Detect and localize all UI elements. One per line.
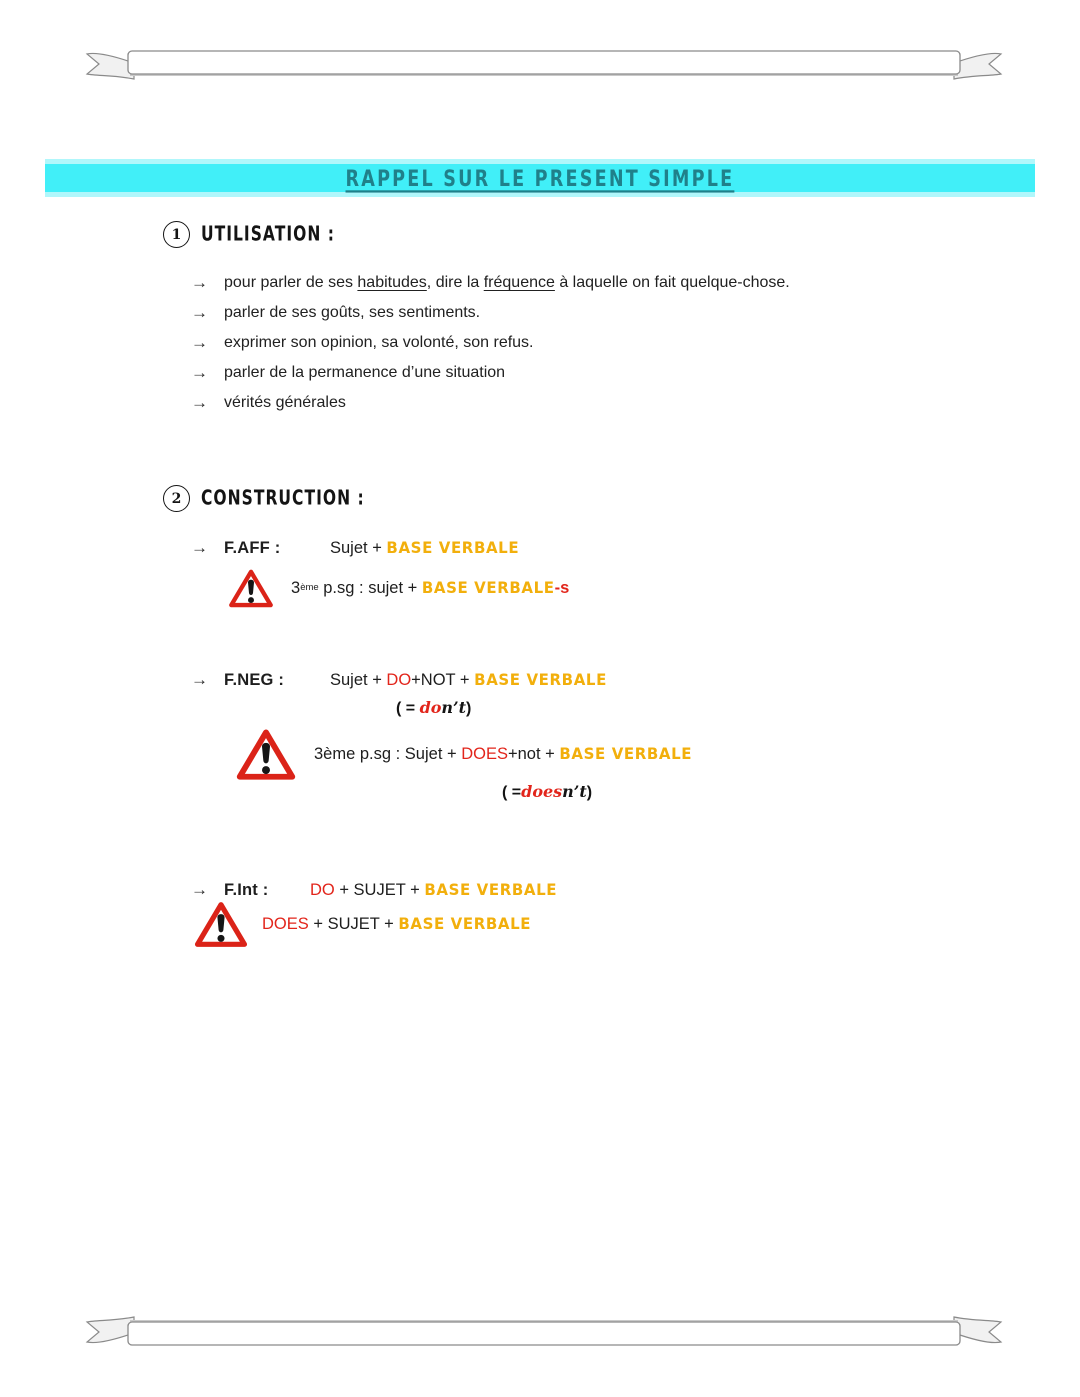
section-utilisation-heading bbox=[163, 221, 361, 248]
arrow-icon: → bbox=[191, 538, 208, 557]
contraction-red-part: do bbox=[419, 698, 442, 717]
warning-triangle-icon bbox=[193, 899, 249, 949]
section-number-icon: 2 bbox=[163, 485, 190, 512]
base-verbale-text: BASE VERBALE bbox=[474, 670, 607, 690]
underlined-term: fréquence bbox=[483, 274, 555, 291]
arrow-icon: → bbox=[191, 273, 208, 292]
contraction-red-part: does bbox=[521, 782, 563, 801]
does-text: DOES bbox=[262, 914, 309, 933]
contraction-part: n’t bbox=[562, 782, 587, 801]
warning-text-part: + SUJET + bbox=[308, 914, 399, 933]
base-verbale-text: BASE VERBALE bbox=[559, 744, 693, 764]
warning-text-part: p.sg : sujet + bbox=[318, 578, 422, 597]
section-construction-heading bbox=[163, 485, 396, 512]
warning-text bbox=[262, 915, 531, 934]
list-item bbox=[191, 388, 790, 418]
warning-text: 3 ème p.sg : sujet + BASE VERBALE -s bbox=[291, 578, 570, 598]
formula-text: + SUJET + bbox=[334, 880, 425, 899]
fint-warning-row bbox=[193, 899, 531, 949]
warning-text-part: +not + bbox=[507, 744, 560, 763]
base-verbale-text: BASE VERBALE bbox=[386, 538, 520, 558]
do-text: DO bbox=[386, 670, 412, 689]
fneg-warning-row bbox=[235, 726, 692, 782]
bullet-text: vérités générales bbox=[224, 394, 346, 411]
do-text: DO bbox=[310, 880, 335, 899]
section-heading-text: CONSTRUCTION : bbox=[201, 486, 365, 511]
formula-label: F.NEG : bbox=[224, 670, 285, 689]
doesnt-contraction-text bbox=[502, 782, 592, 802]
arrow-icon: → bbox=[191, 880, 208, 899]
ribbon-icon bbox=[84, 48, 1004, 88]
dont-contraction-text bbox=[396, 698, 471, 718]
bullet-text-part: à laquelle on fait quelque-chose. bbox=[554, 274, 790, 291]
ribbon-icon bbox=[84, 1308, 1004, 1348]
section-number-icon: 1 bbox=[163, 221, 190, 248]
does-text: DOES bbox=[461, 744, 508, 763]
warning-text-part: 3 bbox=[291, 578, 301, 597]
formula-label: F.Int : bbox=[224, 880, 269, 899]
faff-warning-row bbox=[228, 567, 569, 609]
bullet-text bbox=[224, 274, 790, 292]
base-verbale-text: BASE VERBALE bbox=[424, 880, 558, 900]
formula-text: Sujet + bbox=[330, 538, 387, 557]
fneg-formula-row bbox=[191, 665, 607, 695]
bullet-text-part: , dire la bbox=[426, 274, 484, 291]
contraction-part: n’t bbox=[441, 698, 467, 717]
warning-triangle-icon bbox=[235, 726, 297, 782]
bullet-text: exprimer son opinion, sa volonté, son refus. bbox=[224, 334, 534, 351]
contraction-part: ) bbox=[466, 700, 472, 717]
arrow-icon: → bbox=[191, 393, 208, 412]
formula-text: Sujet + bbox=[330, 670, 387, 689]
arrow-icon: → bbox=[191, 303, 208, 322]
formula-label: F.AFF : bbox=[224, 538, 281, 557]
list-item bbox=[191, 358, 790, 388]
faff-formula-row bbox=[191, 533, 519, 563]
s-suffix-text: -s bbox=[554, 578, 570, 597]
arrow-icon: → bbox=[191, 333, 208, 352]
top-ribbon-banner bbox=[84, 48, 1004, 88]
title-banner bbox=[45, 159, 1035, 197]
bullet-text: parler de la permanence d’une situation bbox=[224, 364, 506, 381]
list-item bbox=[191, 328, 790, 358]
list-item bbox=[191, 298, 790, 328]
utilisation-bullet-list bbox=[191, 268, 790, 418]
list-item bbox=[191, 268, 790, 298]
warning-text-part: 3ème p.sg : Sujet + bbox=[314, 744, 462, 763]
arrow-icon: → bbox=[191, 363, 208, 382]
underlined-term: habitudes bbox=[357, 274, 427, 291]
section-heading-text: UTILISATION : bbox=[201, 222, 336, 247]
contraction-part: ( = bbox=[502, 784, 522, 801]
bullet-text-part: pour parler de ses bbox=[224, 274, 358, 291]
base-verbale-text: BASE VERBALE bbox=[398, 914, 532, 934]
arrow-icon: → bbox=[191, 670, 208, 689]
warning-triangle-icon bbox=[228, 567, 274, 609]
bottom-ribbon-banner bbox=[84, 1308, 1004, 1348]
formula-text: +NOT + bbox=[411, 670, 475, 689]
contraction-part: ) bbox=[586, 784, 593, 801]
contraction-part: ( = bbox=[396, 700, 420, 717]
base-verbale-text: BASE VERBALE bbox=[421, 578, 555, 598]
warning-text bbox=[314, 745, 692, 764]
bullet-text: parler de ses goûts, ses sentiments. bbox=[224, 304, 481, 321]
page-title: RAPPEL SUR LE PRESENT SIMPLE bbox=[345, 164, 735, 192]
